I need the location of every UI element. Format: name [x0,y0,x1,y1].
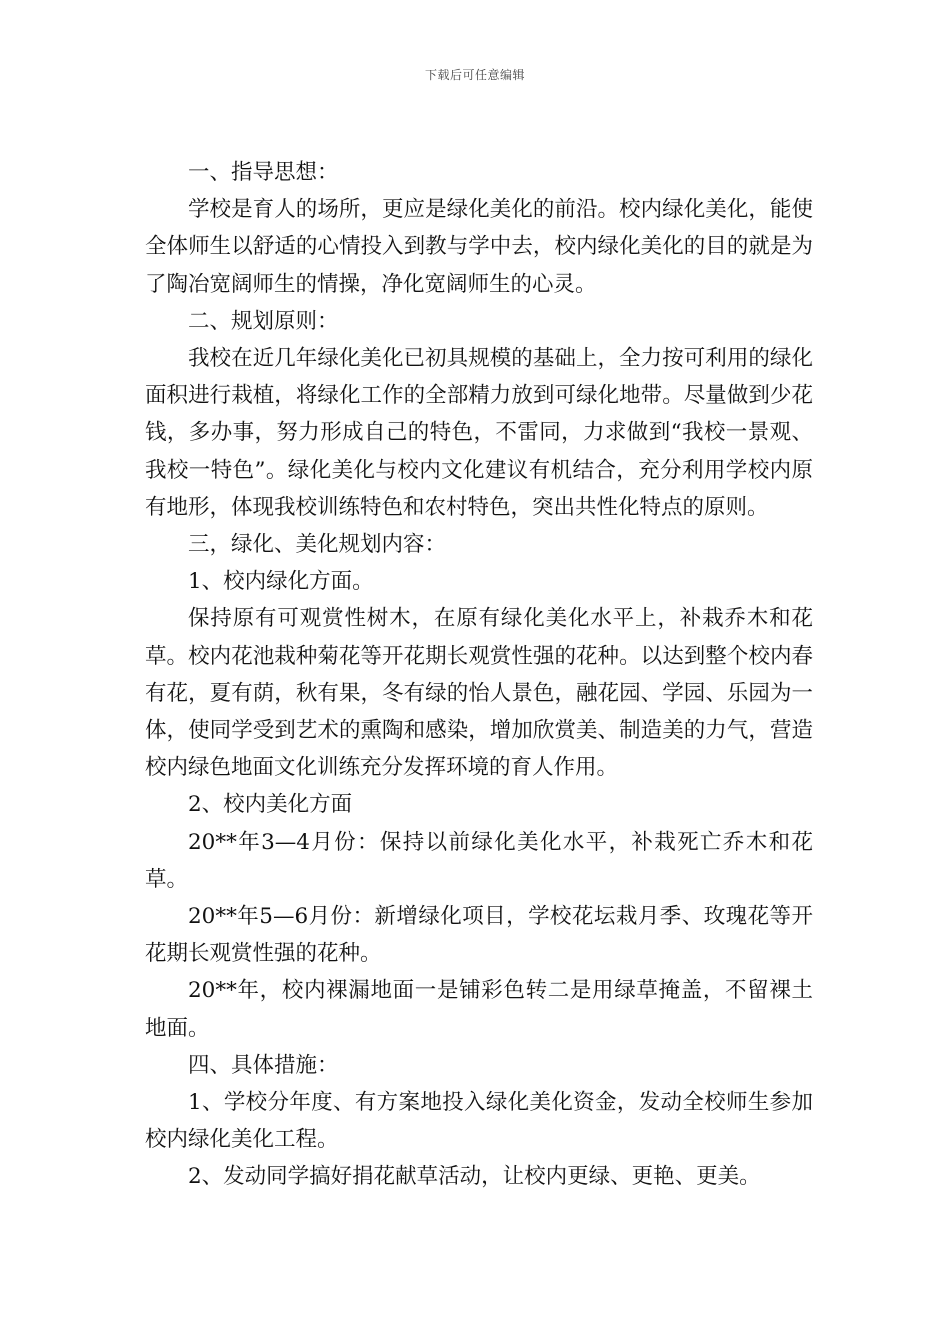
paragraph-measure-2: 2、发动同学搞好捐花献草活动，让校内更绿、更艳、更美。 [188,1164,761,1190]
paragraph-guiding-ideology: 学校是育人的场所，更应是绿化美化的前沿。校内绿化美化，能使全体师生以舒适的心情投入到教与学中去，校内绿化美化的目的就是为了陶冶宽阔师生的情操，净化宽阔师生的心灵。 [145,197,813,297]
page-header: 下载后可任意编辑 [424,68,525,82]
heading-guiding-ideology: 一、指导思想： [188,160,339,185]
heading-planning-principles: 二、规划原则： [188,308,339,334]
heading-specific-measures: 四、具体措施： [188,1052,339,1078]
paragraph-measure-1: 1、学校分年度、有方案地投入绿化美化资金，发动全校师生参加校内绿化美化工程。 [145,1090,813,1153]
paragraph-may-june: 20**年5—6月份：新增绿化项目，学校花坛栽月季、玫瑰花等开花期长观赏性强的花种。 [145,904,813,967]
paragraph-march-april: 20**年3—4月份：保持以前绿化美化水平，补栽死亡乔木和花草。 [145,829,813,892]
heading-planning-content: 三，绿化、美化规划内容： [188,532,447,558]
paragraph-greening: 保持原有可观赏性树木，在原有绿化美化水平上，补栽乔木和花草。校内花池栽种菊花等开花期长观赏性强的花种。以达到整个校内春有花，夏有荫，秋有果，冬有绿的怡人景色，融花园、学园、乐园为一体，使同学受到艺术的熏陶和感染，增加欣赏美、制造美的力气，营造校内绿色地面文化训练充分发挥环境的育人作用。 [145,606,813,781]
subheading-greening: 1、校内绿化方面。 [188,569,374,595]
paragraph-bare-ground: 20**年，校内裸漏地面一是铺彩色转二是用绿草掩盖，不留裸土地面。 [145,978,813,1041]
subheading-beautification: 2、校内美化方面 [188,792,353,818]
document-body [145,154,813,1196]
paragraph-planning-principles: 我校在近几年绿化美化已初具规模的基础上，全力按可利用的绿化面积进行栽植，将绿化工作的全部精力放到可绿化地带。尽量做到少花钱，多办事，努力形成自己的特色，不雷同，力求做到“我校一景观、我校一特色”。绿化美化与校内文化建议有机结合，充分利用学校内原有地形，体现我校训练特色和农村特色，突出共性化特点的原则。 [145,346,813,520]
